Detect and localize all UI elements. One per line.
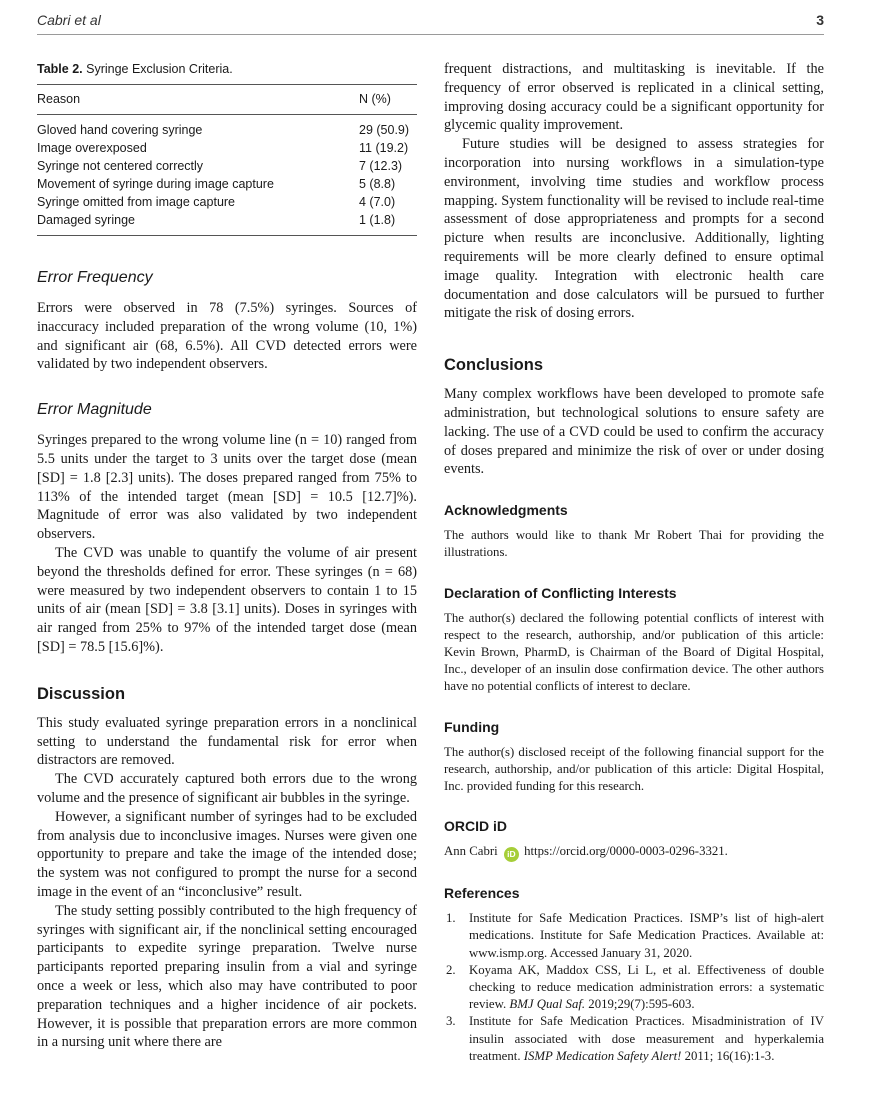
orcid-icon[interactable]: iD <box>504 847 519 862</box>
discussion-text-1: This study evaluated syringe preparation errors in a nonclinical setting to understand the fundamental risk for error when distractors are removed. <box>37 714 417 769</box>
discussion-heading: Discussion <box>37 684 126 703</box>
table-label: Table 2. <box>37 62 83 76</box>
conflicts-heading: Declaration of Conflicting Interests <box>444 584 677 601</box>
reference-citation: 2019;29(7):595-603. <box>585 997 695 1012</box>
discussion-text-3: However, a significant number of syringes had to be excluded from analysis due to inconclusive images. Nurses were given one opportunity to prepare and take the image of the intended dose; the system was not configured to prompt the nurse for a second image in the event of an “inconclusive” result. <box>37 808 417 900</box>
conclusions-text: Many complex workflows have been developed to promote safe administration, but technological solutions to ensure safety are lacking. The use of a CVD could be used to confirm the accuracy of doses prepared and minimize the risk of over or under dosing events. <box>444 386 824 478</box>
reference-journal: ISMP Medication Safety Alert! <box>523 1048 682 1063</box>
discussion-text-4: The study setting possibly contributed to the high frequency of syringes with significant air, if the nonclinical setting encouraged participants to expedite syringe preparation. Twelve nurse participants reported preparing insulin from a vial and syringe once a week or less, which also may have contributed to poor preparation techniques and a higher incidence of air pockets. However, it is possible that preparation errors are more common in a nursing unit where there are <box>37 902 417 1051</box>
reference-item <box>444 1013 824 1065</box>
references-heading: References <box>444 885 520 902</box>
table-cell-reason: Movement of syringe during image capture <box>37 177 274 191</box>
reference-number: 3. <box>446 1014 456 1029</box>
funding-text: The author(s) disclosed receipt of the following financial support for the research, authorship, and/or publication of this article: Digital Hospital, Inc. provided funding for this research. <box>444 744 824 793</box>
table-cell-n: 5 (8.8) <box>359 177 396 191</box>
table-row <box>37 211 417 236</box>
table-cell-reason: Syringe omitted from image capture <box>37 195 236 209</box>
reference-journal: BMJ Qual Saf. <box>509 997 586 1012</box>
table-cell-reason: Damaged syringe <box>37 211 359 236</box>
table-cell-reason: Image overexposed <box>37 141 147 155</box>
table-row <box>37 139 417 157</box>
orcid-line <box>444 843 824 862</box>
exclusion-table <box>37 84 417 236</box>
error-frequency-text: Errors were observed in 78 (7.5%) syringes. Sources of inaccuracy included preparation of the wrong volume (10, 1%) and significant air (68, 6.5%). All CVD detected errors were validated by two independent observers. <box>37 300 417 373</box>
error-magnitude-text-1: Syringes prepared to the wrong volume line (n = 10) ranged from 5.5 units under the target to 3 units over the target dose (mean [SD] = 1.8 [2.3] units). The doses prepared ranged from 75% to 113% of the intended target (mean [SD] = 10.5 [12.7]%). Magnitude of error was also validated by two independent observers. <box>37 432 417 543</box>
table-cell-reason: Gloved hand covering syringe <box>37 123 203 137</box>
table-cell-n: 4 (7.0) <box>359 195 396 209</box>
conflicts-text: The author(s) declared the following potential conflicts of interest with respect to the research, authorship, and/or publication of this article: Kevin Brown, PharmD, is Chairman of the Board of Digital Hospital, Inc., developer of an insulin dose confirmation device. The other authors have no potential conflicts of interest to declare. <box>444 610 824 694</box>
error-frequency-heading: Error Frequency <box>37 269 153 286</box>
orcid-heading: ORCID iD <box>444 818 507 835</box>
reference-text: Institute for Safe Medication Practices. ISMP’s list of high-alert medications. Institute for Safe Medication Practices. Available at: www.ismp.org. Accessed January 31, 2020. <box>469 911 824 960</box>
references-list <box>444 910 824 1065</box>
discussion-text-2: The CVD accurately captured both errors due to the wrong volume and the presence of significant air bubbles in the syringe. <box>37 771 417 806</box>
acknowledgments-text: The authors would like to thank Mr Robert Thai for providing the illustrations. <box>444 528 824 560</box>
reference-item <box>444 962 824 1014</box>
running-header-author: Cabri et al <box>37 12 101 28</box>
table-cell-n: 1 (1.8) <box>359 211 417 236</box>
table-cell-n: 7 (12.3) <box>359 159 403 173</box>
running-header <box>37 12 824 35</box>
error-magnitude-heading: Error Magnitude <box>37 401 152 419</box>
table-row <box>37 175 417 193</box>
left-column <box>37 60 417 1052</box>
reference-number: 2. <box>446 962 456 977</box>
table-col-n: N (%) <box>359 85 417 115</box>
orcid-author-name: Ann Cabri <box>444 844 498 859</box>
page-number: 3 <box>816 12 824 28</box>
table-caption <box>37 62 417 76</box>
reference-text: Institute for Safe Medication Practices. Misadministration of IV insulin associated with dose measurement and hyperkalemia treatment. <box>469 1014 824 1063</box>
table-row <box>37 115 417 140</box>
reference-number: 1. <box>446 911 456 926</box>
table-cell-n: 11 (19.2) <box>359 141 409 155</box>
reference-citation: 2011; 16(16):1-3. <box>681 1048 775 1063</box>
table-row <box>37 157 417 175</box>
orcid-link[interactable]: https://orcid.org/0000-0003-0296-3321. <box>524 844 728 859</box>
error-magnitude-text-2: The CVD was unable to quantify the volume of air present beyond the thresholds defined for error. These syringes (n = 68) were measured by two independent observers to contain 1 to 15 units of air (mean [SD] = 3.8 [3.1] units). Doses in syringes with air ranged from 25% to 97% of the intended target dose (mean [SD] = 78.5 [15.6]%). <box>37 544 417 655</box>
table-cell-reason: Syringe not centered correctly <box>37 159 204 173</box>
table-title: Syringe Exclusion Criteria. <box>86 62 233 76</box>
funding-heading: Funding <box>444 718 500 735</box>
discussion-text-5: frequent distractions, and multitasking is inevitable. If the frequency of error observed is replicated in a clinical setting, improving dosing accuracy could be a significant opportunity for glycemic quality improvement. <box>444 61 824 134</box>
reference-item <box>444 910 824 962</box>
table-header-row <box>37 85 417 115</box>
discussion-text-6: Future studies will be designed to assess strategies for incorporation into nursing workflows in a simulation-type environment, involving time studies and workflow process mapping. System functionality will be revised to include real-time assessment of dose appropriateness and prompts for a second picture when results are inconclusive. Additionally, lighting requirements will be more clearly defined to ensure optimal image quality. Integration with electronic health care documentation and dose calculators will be pursued to further mitigate the risk of dosing errors. <box>444 136 824 322</box>
table-cell-n: 29 (50.9) <box>359 123 410 137</box>
conclusions-heading: Conclusions <box>444 356 544 375</box>
acknowledgments-heading: Acknowledgments <box>444 502 568 519</box>
right-column <box>444 60 824 1065</box>
table-col-reason: Reason <box>37 85 359 115</box>
reference-text: Koyama AK, Maddox CSS, Li L, et al. Effectiveness of double checking to reduce medication administration errors: a systematic review. <box>469 962 824 1012</box>
table-row <box>37 193 417 211</box>
